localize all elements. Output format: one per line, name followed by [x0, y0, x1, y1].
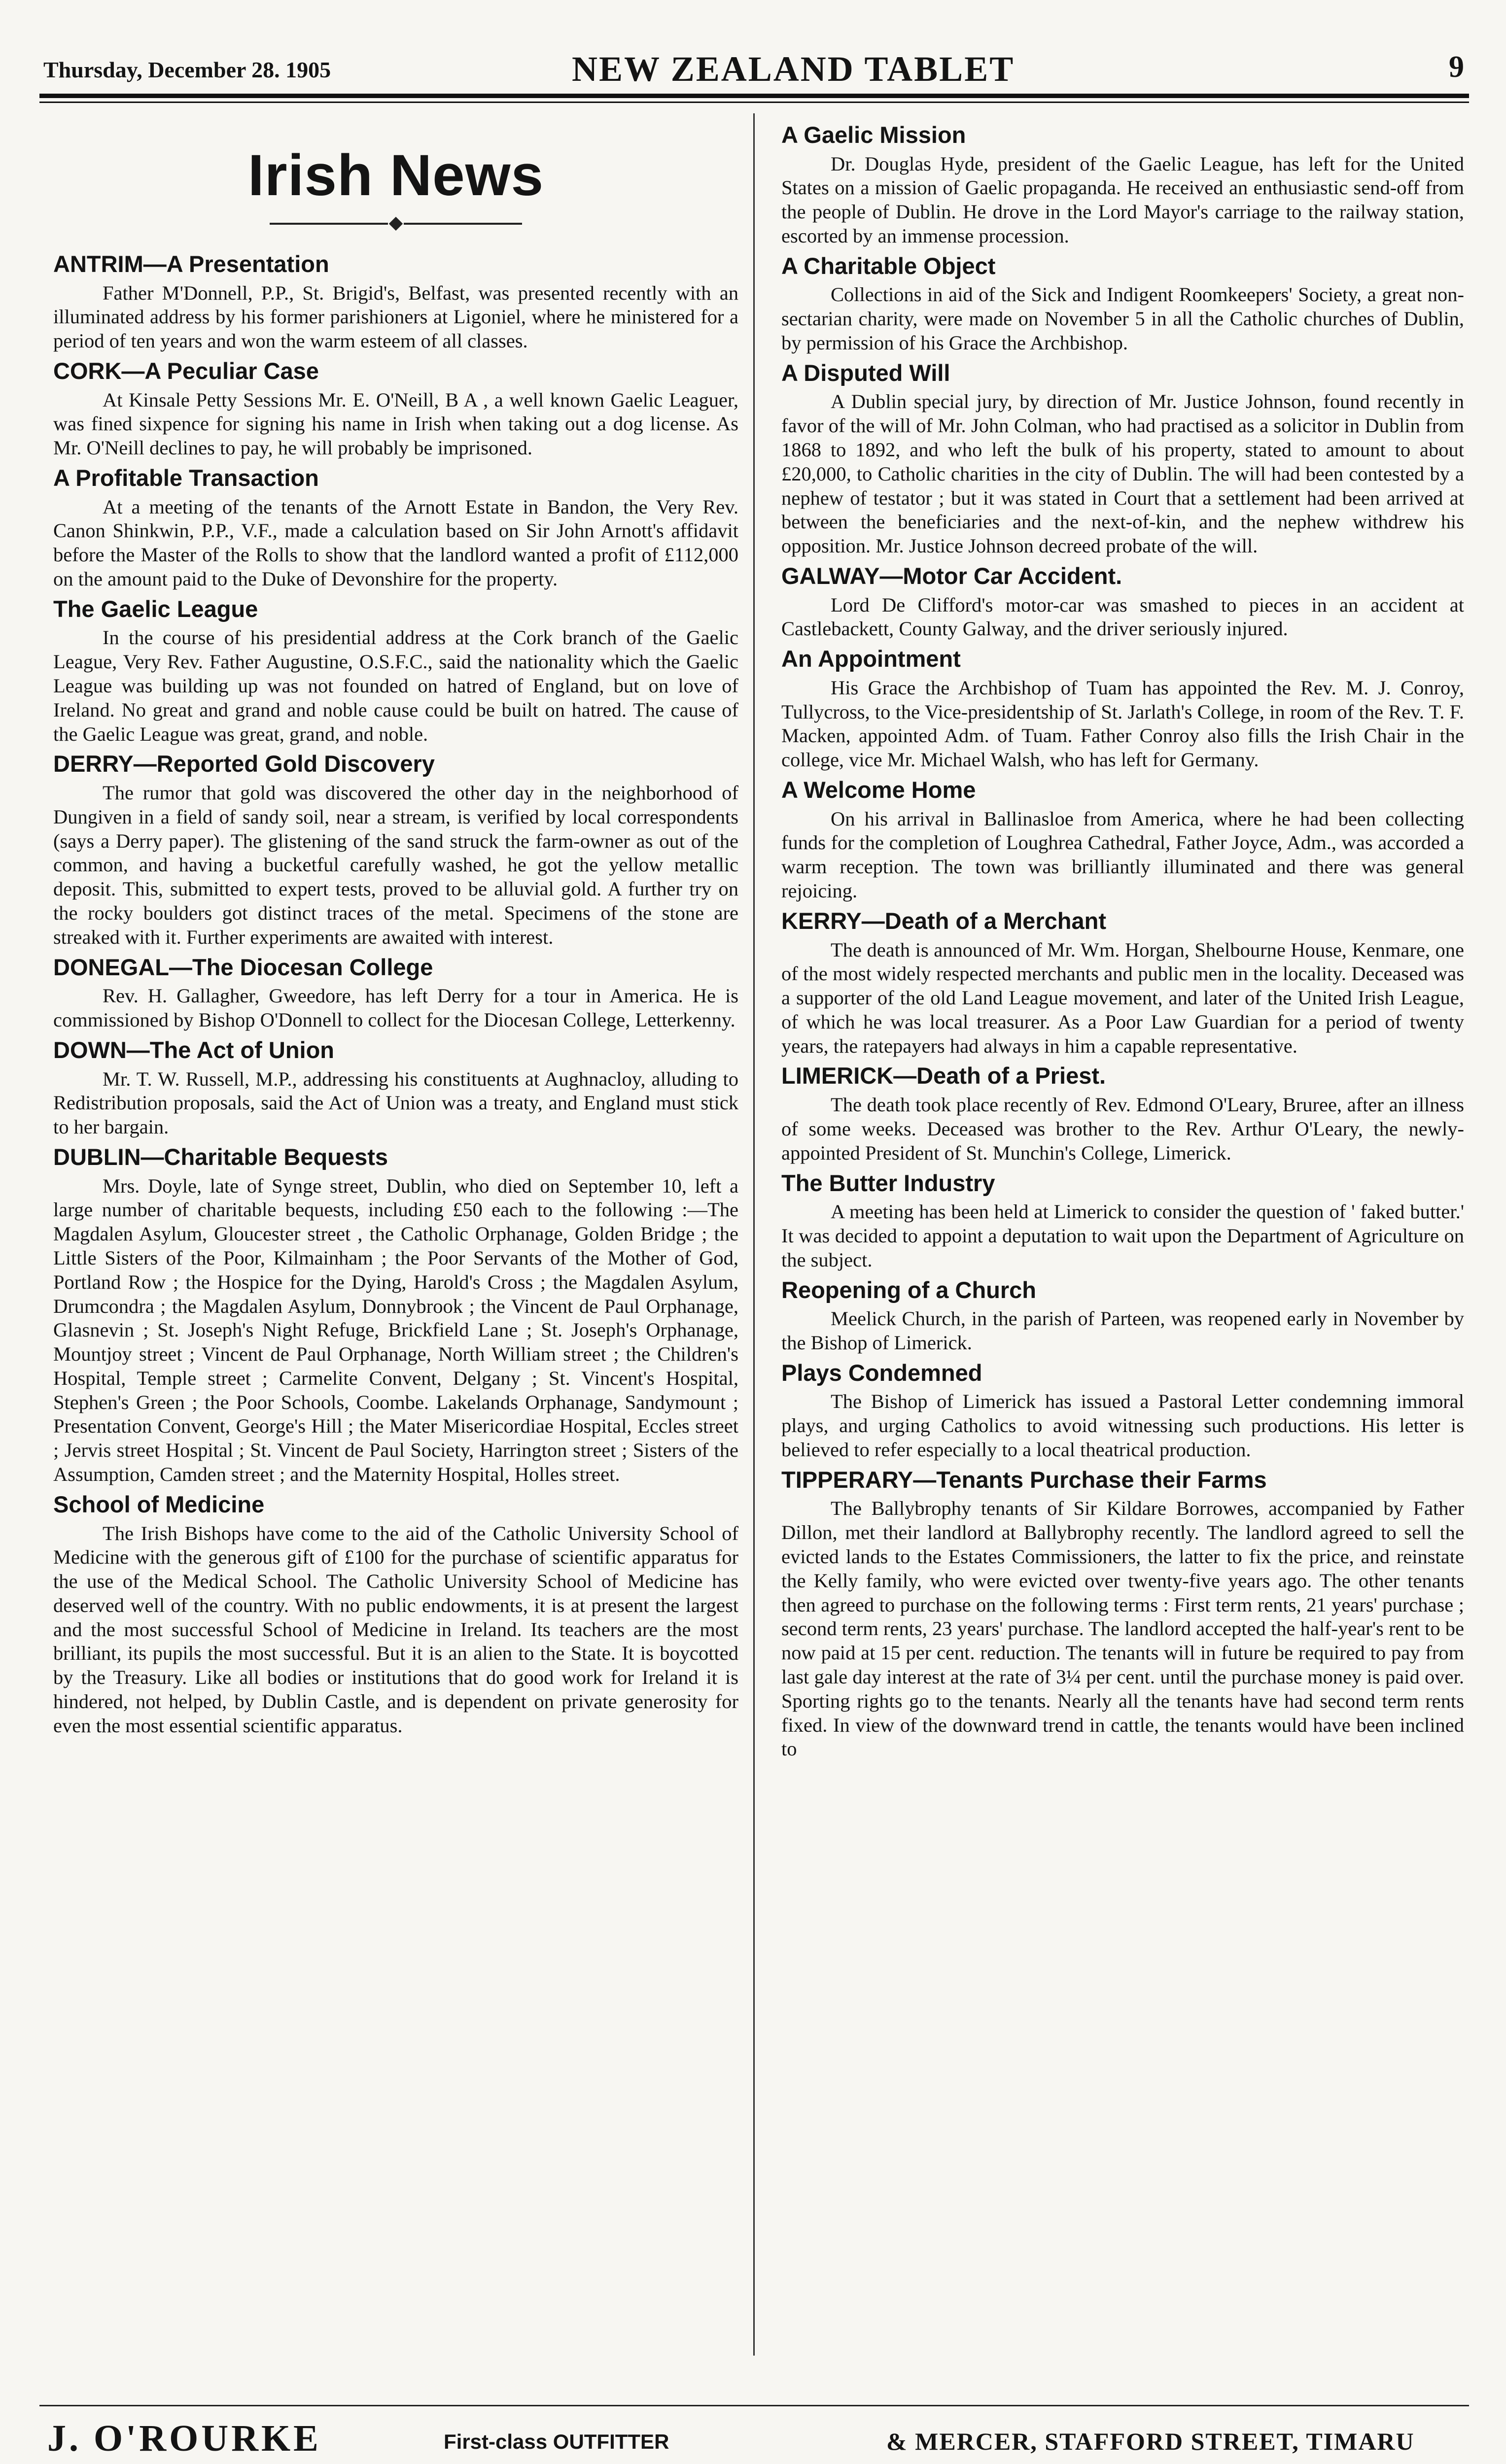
article-paragraph: Dr. Douglas Hyde, president of the Gaelic League, has left for the United States on a mission of Gaelic propaganda. He received an enthusiastic send-off from the people of Dublin. He drove in the Lord Mayor's carriage to the railway station, escorted by an immense procession.	[781, 152, 1464, 247]
article-paragraph: On his arrival in Ballinasloe from America, where he had been collecting funds for the completion of Loughrea Cathedral, Father Joyce, Adm., was accorded a warm reception. The town was brilliantly illuminated and there was general rejoicing.	[781, 807, 1464, 902]
article-heading: DUBLIN—Charitable Bequests	[53, 1143, 388, 1170]
page-header	[39, 47, 1469, 91]
article-heading: CORK—A Peculiar Case	[53, 358, 319, 384]
article-paragraph: Father M'Donnell, P.P., St. Brigid's, Belfast, was presented recently with an illuminated address by his former parishioners at Ligoniel, where he ministered for a period of ten years and won the warm esteem of all classes.	[53, 281, 738, 352]
section-title: Irish News	[247, 143, 544, 208]
article-paragraph: The death is announced of Mr. Wm. Horgan, Shelbourne House, Kenmare, one of the most widely respected merchants and public men in the locality. Deceased was a supporter of the old Land League movement, and later of the United Irish League, of which he was local treasurer. As a Poor Law Guardian for a period of twenty years, the ratepayers had always in him a capable representative.	[781, 938, 1464, 1057]
article	[781, 1360, 1464, 1462]
article-heading: KERRY—Death of a Merchant	[781, 907, 1106, 934]
article-paragraph: A meeting has been held at Limerick to consider the question of ' faked butter.' It was decided to appoint a deputation to wait upon the Department of Agriculture on the subject.	[781, 1200, 1464, 1271]
article-heading: The Butter Industry	[781, 1169, 995, 1196]
article-paragraph: Mr. T. W. Russell, M.P., addressing his constituents at Aughnacloy, alluding to Redistribution proposals, said the Act of Union was a treaty, and England must stick to her bargain.	[53, 1067, 738, 1138]
publication-title: NEW ZEALAND TABLET	[572, 49, 1015, 89]
article	[781, 122, 1464, 248]
article	[53, 1492, 738, 1738]
footer-trade: First-class OUTFITTER	[444, 2430, 669, 2453]
left-articles	[53, 251, 738, 1738]
article	[781, 646, 1464, 772]
header-rule	[39, 94, 1469, 98]
footer-rule	[39, 2405, 1469, 2406]
article-heading: DONEGAL—The Diocesan College	[53, 954, 433, 980]
article	[53, 751, 738, 949]
page-number: 9	[1449, 50, 1464, 84]
article	[53, 358, 738, 460]
article	[781, 1063, 1464, 1165]
footer-advertiser: J. O'ROURKE	[47, 2418, 321, 2459]
article	[53, 465, 738, 591]
article-heading: DERRY—Reported Gold Discovery	[53, 751, 435, 777]
article-paragraph: The Irish Bishops have come to the aid of the Catholic University School of Medicine with the generous gift of £100 for the purchase of scientific apparatus for the use of the Medical School. The Catholic University School of Medicine has deserved well of the country. With no public endowments, it is at present the largest and the most successful School of Medicine in Ireland. Its teachers are the most brilliant, its pupils the most successful. But it is an alien to the State. It is boycotted by the Treasury. Like all bodies or institutions that do good work for Ireland it is hindered, not helped, by Dublin Castle, and is dependent on private generosity for even the most essential scientific apparatus.	[53, 1522, 738, 1737]
article-heading: School of Medicine	[53, 1491, 265, 1517]
article-paragraph: The death took place recently of Rev. Edmond O'Leary, Bruree, after an illness of some weeks. Deceased was brother to the Rev. Arthur O'Leary, the newly-appointed President of St. Munchin's College, Limerick.	[781, 1094, 1464, 1164]
article	[781, 777, 1464, 903]
article	[53, 1144, 738, 1487]
article-heading: A Gaelic Mission	[781, 122, 966, 148]
article	[781, 563, 1464, 641]
article-heading: Reopening of a Church	[781, 1276, 1036, 1303]
article	[53, 596, 738, 747]
header-rule-thin	[39, 102, 1469, 103]
article-paragraph: Meelick Church, in the parish of Parteen, was reopened early in November by the Bishop of Limerick.	[781, 1307, 1464, 1354]
article-paragraph: The Bishop of Limerick has issued a Pastoral Letter condemning immoral plays, and urging Catholics to avoid witnessing such productions. His letter is believed to refer especially to a local theatrical production.	[781, 1390, 1464, 1461]
article-paragraph: Mrs. Doyle, late of Synge street, Dublin, who died on September 10, left a large number of charitable bequests, including £50 each to the following :—The Magdalen Asylum, Gloucester street , the Catholic Orphanage, Golden Bridge ; the Little Sisters of the Poor, Kilmainham ; the Poor Servants of the Mother of God, Portland Row ; the Hospice for the Dying, Harold's Cross ; the Magdalen Asylum, Drumcondra ; the Magdalen Asylum, Donnybrook ; the Vincent de Paul Orphanage, Glasnevin ; St. Joseph's Night Refuge, Brickfield Lane ; St. Joseph's Orphanage, Mountjoy street ; Vincent de Paul Orphanage, North William street ; the Children's Hospital, Temple street ; Carmelite Convent, Delgany ; St. Vincent's Hospital, Stephen's Green ; the Poor Schools, Coombe. Lakelands Orphanage, Sandymount ; Presentation Convent, George's Hill ; the Mater Misericordiae Hospital, Eccles street ; Jervis street Hospital ; St. Vincent de Paul Society, Harrington street ; Sisters of the Assumption, Camden street ; and the Maternity Hospital, Holles street.	[53, 1174, 738, 1486]
article-paragraph: Collections in aid of the Sick and Indigent Roomkeepers' Society, a great non-sectarian charity, were made on November 5 in all the Catholic churches of Dublin, by permission of his Grace the Archbishop.	[781, 283, 1464, 354]
article	[781, 1170, 1464, 1272]
article-paragraph: His Grace the Archbishop of Tuam has appointed the Rev. M. J. Conroy, Tullycross, to the Vice-presidentship of St. Jarlath's College, in room of the Rev. T. F. Macken, appointed Adm. of Tuam. Father Conroy also fills the Irish Chair in the college, vice Mr. Michael Walsh, who has left for Germany.	[781, 676, 1464, 771]
article	[781, 253, 1464, 355]
footer-address: & MERCER, STAFFORD STREET, TIMARU	[886, 2428, 1415, 2455]
column-divider	[753, 113, 755, 2356]
article-paragraph: At a meeting of the tenants of the Arnott Estate in Bandon, the Very Rev. Canon Shinkwin, P.P., V.F., made a calculation based on Sir John Arnott's affidavit before the Master of the Rolls to show that the landlord wanted a profit of £112,000 on the amount paid to the Duke of Devonshire for the property.	[53, 495, 738, 590]
article	[781, 1277, 1464, 1355]
title-ornament	[53, 219, 738, 229]
article-heading: A Charitable Object	[781, 252, 996, 279]
article-paragraph: In the course of his presidential address at the Cork branch of the Gaelic League, Very Rev. Father Augustine, O.S.F.C., said the nationality which the Gaelic League was building up was not founded on hatred of England, but on love of Ireland. No great and grand and noble cause could be built on hatred. The cause of the Gaelic League was great, grand, and noble.	[53, 626, 738, 745]
article-heading: A Profitable Transaction	[53, 465, 319, 491]
right-column	[781, 117, 1464, 1765]
right-articles	[781, 122, 1464, 1761]
article	[781, 1467, 1464, 1761]
article	[53, 1037, 738, 1139]
article-paragraph: Lord De Clifford's motor-car was smashed to pieces in an accident at Castlebackett, County Galway, and the driver seriously injured.	[781, 593, 1464, 640]
article-heading: DOWN—The Act of Union	[53, 1036, 335, 1063]
article-heading: ANTRIM—A Presentation	[53, 251, 329, 277]
page-footer	[39, 2417, 1469, 2464]
article-heading: LIMERICK—Death of a Priest.	[781, 1062, 1106, 1089]
article	[781, 908, 1464, 1059]
article	[53, 955, 738, 1032]
article	[781, 360, 1464, 558]
article-heading: The Gaelic League	[53, 595, 258, 622]
article-heading: A Disputed Will	[781, 359, 950, 386]
article-heading: A Welcome Home	[781, 777, 976, 803]
issue-date: Thursday, December 28. 1905	[43, 57, 331, 82]
article-heading: TIPPERARY—Tenants Purchase their Farms	[781, 1466, 1267, 1493]
article-paragraph: At Kinsale Petty Sessions Mr. E. O'Neill, B A , a well known Gaelic Leaguer, was fined sixpence for signing his name in Irish when taking out a dog license. As Mr. O'Neill declines to pay, he will probably be imprisoned.	[53, 388, 738, 459]
left-column	[53, 117, 738, 1742]
article-paragraph: A Dublin special jury, by direction of Mr. Justice Johnson, found recently in favor of the will of Mr. John Colman, who had practised as a solicitor in Dublin from 1868 to 1892, and who left the bulk of his property, stated to amount to about £20,000, to Catholic charities in the city of Dublin. The will had been contested by a nephew of testator ; but it was stated in Court that a settlement had been arrived at between the beneficiaries and the next-of-kin, and the nephew withdrew his opposition. Mr. Justice Johnson decreed probate of the will.	[781, 390, 1464, 557]
article-heading: An Appointment	[781, 646, 961, 672]
article-paragraph: The Ballybrophy tenants of Sir Kildare Borrowes, accompanied by Father Dillon, met their landlord at Ballybrophy recently. The landlord agreed to sell the evicted lands to the Estates Commissioners, the latter to fix the price, and reinstate the Kelly family, who were evicted over twenty-five years ago. The other tenants then agreed to purchase on the following terms : First term rents, 21 years' purchase ; second term rents, 23 years' purchase. The landlord accepted the half-year's rent to be now paid at 15 per cent. reduction. The tenants will in future be required to pay from last gale day interest at the rate of 3¼ per cent. until the purchase money is paid over. Sporting rights go to the tenants. Nearly all the tenants have had second term rents fixed. In view of the downward trend in cattle, the tenants would have been inclined to	[781, 1497, 1464, 1760]
article-heading: Plays Condemned	[781, 1359, 982, 1386]
article	[53, 251, 738, 353]
article-paragraph: Rev. H. Gallagher, Gweedore, has left Derry for a tour in America. He is commissioned by Bishop O'Donnell to collect for the Diocesan College, Letterkenny.	[53, 985, 738, 1031]
article-paragraph: The rumor that gold was discovered the other day in the neighborhood of Dungiven in a field of sandy soil, near a stream, is verified by local correspondents (says a Derry paper). The glistening of the sand struck the farm-owner as out of the common, and having a bucketful carefully washed, he got the yellow metallic deposit. This, submitted to expert tests, proved to be alluvial gold. A further try on the rocky boulders got distinct traces of the metal. Specimens of the stone are streaked with it. Further experiments are awaited with interest.	[53, 782, 738, 948]
article-heading: GALWAY—Motor Car Accident.	[781, 563, 1122, 589]
